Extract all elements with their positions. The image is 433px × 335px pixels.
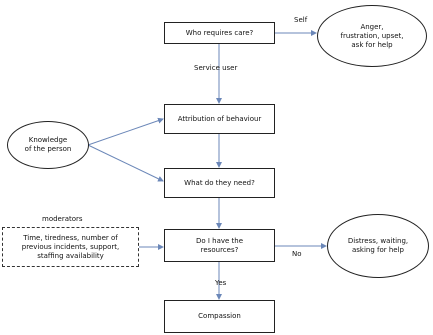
node-compassion [164,300,275,333]
node-knowledge-label: Knowledge of the person [24,136,72,153]
moderators-title: moderators [42,215,83,223]
node-distress [327,214,429,278]
node-what-do-they-need-label: What do they need? [184,178,255,187]
node-moderators-label: Time, tiredness, number of previous incidents, support, staffing availability [21,233,120,260]
node-attribution-label: Attribution of behaviour [177,114,262,123]
node-resources [164,229,275,262]
node-distress-label: Distress, waiting, asking for help [347,237,409,254]
edge-label-service-user: Service user [194,64,238,72]
node-resources-label: Do I have the resources? [195,236,244,254]
node-anger-label: Anger, frustration, upset, ask for help [340,22,404,49]
arrow-knowledge-attribution [88,119,163,145]
node-what-do-they-need [164,168,275,198]
node-who-requires-care-label: Who requires care? [185,28,254,37]
node-moderators [2,227,139,267]
node-compassion-label: Compassion [198,312,241,320]
edge-label-no: No [292,250,302,258]
node-who-requires-care [164,22,275,44]
node-knowledge [7,121,89,169]
node-anger [317,5,427,67]
edge-label-yes: Yes [215,279,227,287]
arrow-knowledge-need [88,145,163,181]
edge-label-self: Self [294,16,308,24]
node-attribution [164,104,275,134]
